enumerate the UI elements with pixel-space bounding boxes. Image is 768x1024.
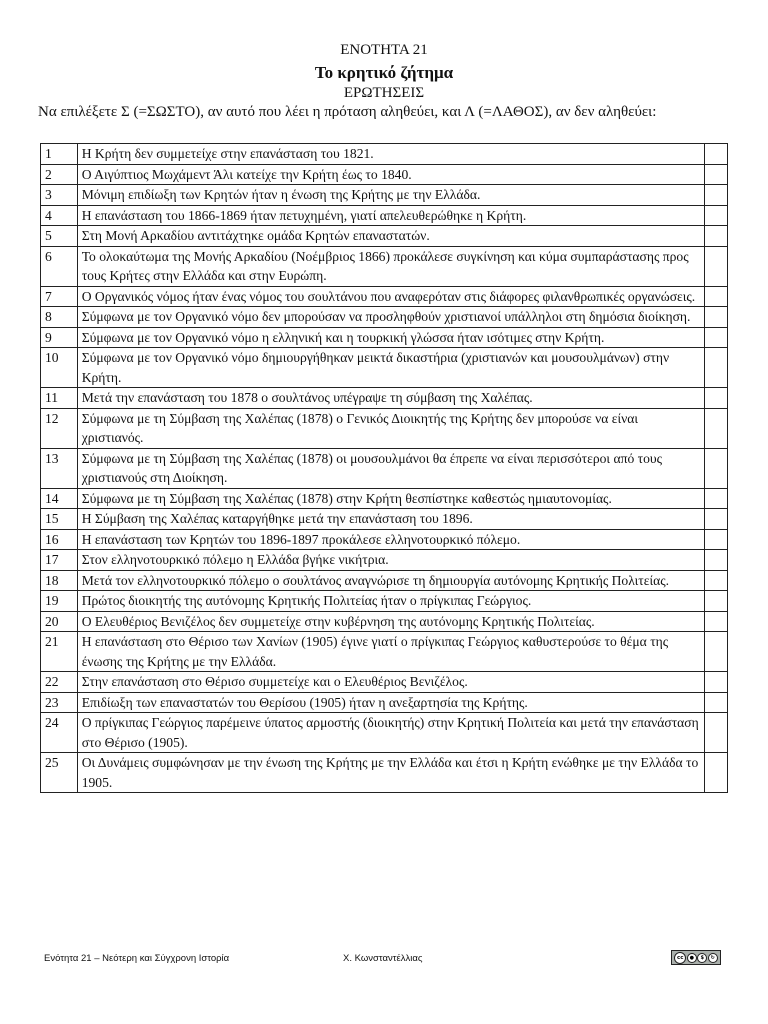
question-row	[41, 448, 728, 488]
answer-cell[interactable]	[704, 611, 727, 632]
question-text: Ο πρίγκιπας Γεώργιος παρέμεινε ύπατος αρμοστής (διοικητής) στην Κρητική Πολιτεία και μετά την επανάσταση στο Θέρισο (1905).	[77, 713, 704, 753]
question-row	[41, 550, 728, 571]
questions-table	[40, 143, 728, 793]
cc-icon: cc	[674, 952, 686, 964]
answer-cell[interactable]	[704, 205, 727, 226]
question-row	[41, 753, 728, 793]
question-row	[41, 672, 728, 693]
question-number: 9	[41, 327, 78, 348]
question-row	[41, 226, 728, 247]
question-row	[41, 509, 728, 530]
question-number: 24	[41, 713, 78, 753]
answer-cell[interactable]	[704, 550, 727, 571]
page-title: Το κρητικό ζήτημα	[314, 63, 454, 82]
answer-cell[interactable]	[704, 692, 727, 713]
question-number: 3	[41, 185, 78, 206]
question-row	[41, 185, 728, 206]
answer-cell[interactable]	[704, 448, 727, 488]
answer-cell[interactable]	[704, 509, 727, 530]
question-row	[41, 307, 728, 328]
question-text: Σύμφωνα με τη Σύμβαση της Χαλέπας (1878) ο Γενικός Διοικητής της Κρήτης δεν μπορούσε να είναι χριστιανός.	[77, 408, 704, 448]
answer-cell[interactable]	[704, 185, 727, 206]
question-row	[41, 286, 728, 307]
question-row	[41, 529, 728, 550]
question-row	[41, 348, 728, 388]
question-number: 15	[41, 509, 78, 530]
question-text: Σύμφωνα με τον Οργανικό νόμο δημιουργήθηκαν μεικτά δικαστήρια (χριστιανών και μουσουλμάνων) στην Κρήτη.	[77, 348, 704, 388]
sa-icon: ↻	[708, 953, 718, 963]
question-number: 10	[41, 348, 78, 388]
footer-author: Χ. Κωνσταντέλλιας	[343, 953, 423, 964]
question-row	[41, 611, 728, 632]
question-row	[41, 327, 728, 348]
answer-cell[interactable]	[704, 529, 727, 550]
question-number: 6	[41, 246, 78, 286]
unit-label: ΕΝΟΤΗΤΑ 21	[340, 42, 428, 58]
answer-cell[interactable]	[704, 408, 727, 448]
question-number: 14	[41, 488, 78, 509]
question-row	[41, 205, 728, 226]
question-number: 19	[41, 591, 78, 612]
question-text: Η επανάσταση στο Θέρισο των Χανίων (1905) έγινε γιατί ο πρίγκιπας Γεώργιος καθυστερούσε το θέμα της ένωσης της Κρήτης με την Ελλάδα.	[77, 632, 704, 672]
question-text: Η Κρήτη δεν συμμετείχε στην επανάσταση του 1821.	[77, 144, 704, 165]
question-number: 12	[41, 408, 78, 448]
question-text: Ο Αιγύπτιος Μωχάμεντ Άλι κατείχε την Κρήτη έως το 1840.	[77, 164, 704, 185]
question-number: 1	[41, 144, 78, 165]
answer-cell[interactable]	[704, 246, 727, 286]
question-number: 2	[41, 164, 78, 185]
question-text: Ο Οργανικός νόμος ήταν ένας νόμος του σουλτάνου που αναφερόταν στις διάφορες φιλανθρωπικές οργανώσεις.	[77, 286, 704, 307]
question-text: Οι Δυνάμεις συμφώνησαν με την ένωση της Κρήτης με την Ελλάδα και έτσι η Κρήτη ενώθηκε με την Ελλάδα το 1905.	[77, 753, 704, 793]
question-text: Μετά την επανάσταση του 1878 ο σουλτάνος υπέγραψε τη σύμβαση της Χαλέπας.	[77, 388, 704, 409]
answer-cell[interactable]	[704, 570, 727, 591]
answer-cell[interactable]	[704, 164, 727, 185]
answer-cell[interactable]	[704, 713, 727, 753]
question-number: 13	[41, 448, 78, 488]
answer-cell[interactable]	[704, 488, 727, 509]
answer-cell[interactable]	[704, 591, 727, 612]
answer-cell[interactable]	[704, 226, 727, 247]
answer-cell[interactable]	[704, 327, 727, 348]
question-text: Επιδίωξη των επαναστατών του Θερίσου (1905) ήταν η ανεξαρτησία της Κρήτης.	[77, 692, 704, 713]
cc-license-badge	[671, 950, 721, 965]
question-row	[41, 408, 728, 448]
question-row	[41, 692, 728, 713]
question-number: 23	[41, 692, 78, 713]
by-icon: ●	[687, 953, 697, 963]
question-text: Στη Μονή Αρκαδίου αντιτάχτηκε ομάδα Κρητών επαναστατών.	[77, 226, 704, 247]
question-text: Σύμφωνα με τη Σύμβαση της Χαλέπας (1878) στην Κρήτη θεσπίστηκε καθεστώς ημιαυτονομίας.	[77, 488, 704, 509]
question-text: Σύμφωνα με τον Οργανικό νόμο η ελληνική και η τουρκική γλώσσα ήταν ισότιμες στην Κρήτη.	[77, 327, 704, 348]
instructions-text: Να επιλέξετε Σ (=ΣΩΣΤΟ), αν αυτό που λέει η πρόταση αληθεύει, και Λ (=ΛΑΘΟΣ), αν δεν αληθεύει:	[38, 104, 657, 120]
question-number: 18	[41, 570, 78, 591]
answer-cell[interactable]	[704, 753, 727, 793]
question-text: Η επανάσταση του 1866-1869 ήταν πετυχημένη, γιατί απελευθερώθηκε η Κρήτη.	[77, 205, 704, 226]
question-text: Μόνιμη επιδίωξη των Κρητών ήταν η ένωση της Κρήτης με την Ελλάδα.	[77, 185, 704, 206]
question-number: 20	[41, 611, 78, 632]
question-row	[41, 144, 728, 165]
question-text: Η Σύμβαση της Χαλέπας καταργήθηκε μετά την επανάσταση του 1896.	[77, 509, 704, 530]
question-number: 8	[41, 307, 78, 328]
question-row	[41, 570, 728, 591]
question-number: 4	[41, 205, 78, 226]
answer-cell[interactable]	[704, 286, 727, 307]
answer-cell[interactable]	[704, 307, 727, 328]
answer-cell[interactable]	[704, 388, 727, 409]
answer-cell[interactable]	[704, 144, 727, 165]
question-text: Μετά τον ελληνοτουρκικό πόλεμο ο σουλτάνος αναγνώρισε τη δημιουργία αυτόνομης Κρητικής Πολιτείας.	[77, 570, 704, 591]
question-number: 21	[41, 632, 78, 672]
question-number: 7	[41, 286, 78, 307]
question-number: 5	[41, 226, 78, 247]
question-text: Ο Ελευθέριος Βενιζέλος δεν συμμετείχε στην κυβέρνηση της αυτόνομης Κρητικής Πολιτείας.	[77, 611, 704, 632]
nc-icon: $	[697, 953, 707, 963]
question-text: Στον ελληνοτουρκικό πόλεμο η Ελλάδα βγήκε νικήτρια.	[77, 550, 704, 571]
footer-course-label: Ενότητα 21 – Νεότερη και Σύγχρονη Ιστορία	[44, 953, 230, 964]
question-text: Σύμφωνα με τη Σύμβαση της Χαλέπας (1878) οι μουσουλμάνοι θα έπρεπε να είναι περισσότεροι από τους χριστιανούς στη Διοίκηση.	[77, 448, 704, 488]
question-row	[41, 713, 728, 753]
question-row	[41, 591, 728, 612]
answer-cell[interactable]	[704, 632, 727, 672]
question-number: 17	[41, 550, 78, 571]
question-number: 16	[41, 529, 78, 550]
question-number: 11	[41, 388, 78, 409]
question-row	[41, 164, 728, 185]
question-row	[41, 246, 728, 286]
question-number: 22	[41, 672, 78, 693]
question-text: Το ολοκαύτωμα της Μονής Αρκαδίου (Νοέμβριος 1866) προκάλεσε συγκίνηση και κύμα συμπαράστασης προς τους Κρήτες στην Ελλάδα και στην Ευρώπη.	[77, 246, 704, 286]
answer-cell[interactable]	[704, 672, 727, 693]
question-row	[41, 488, 728, 509]
question-text: Στην επανάσταση στο Θέρισο συμμετείχε και ο Ελευθέριος Βενιζέλος.	[77, 672, 704, 693]
question-text: Η επανάσταση των Κρητών του 1896-1897 προκάλεσε ελληνοτουρκικό πόλεμο.	[77, 529, 704, 550]
answer-cell[interactable]	[704, 348, 727, 388]
questions-label: ΕΡΩΤΗΣΕΙΣ	[343, 85, 425, 101]
question-text: Σύμφωνα με τον Οργανικό νόμο δεν μπορούσαν να προσληφθούν χριστιανοί υπάλληλοι στη δημόσια διοίκηση.	[77, 307, 704, 328]
question-row	[41, 632, 728, 672]
question-text: Πρώτος διοικητής της αυτόνομης Κρητικής Πολιτείας ήταν ο πρίγκιπας Γεώργιος.	[77, 591, 704, 612]
question-row	[41, 388, 728, 409]
question-number: 25	[41, 753, 78, 793]
